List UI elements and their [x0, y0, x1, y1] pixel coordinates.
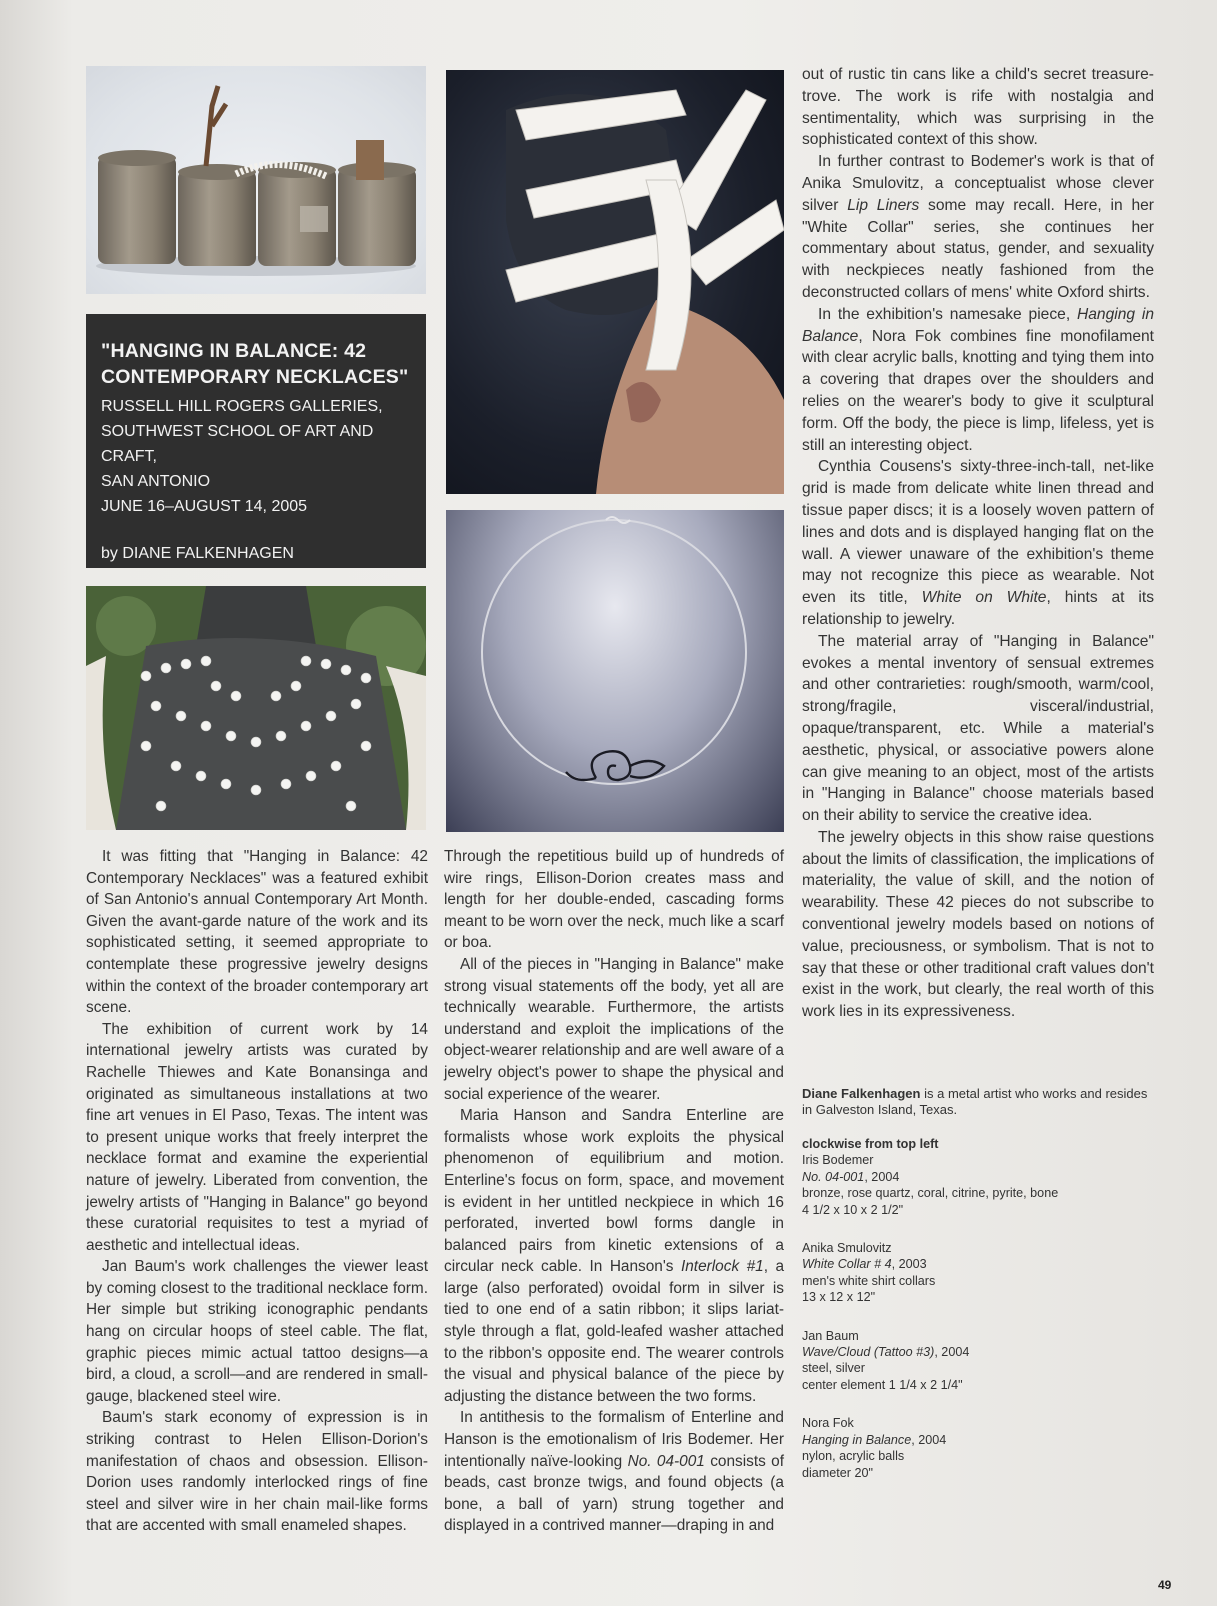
credit-size: diameter 20": [802, 1465, 873, 1480]
pearl-necklace-illustration: [86, 586, 426, 830]
paragraph: The material array of "Hanging in Balance" evokes a mental inventory of sensual extremes and other contrarieties: rough/smooth, warm/cool, strong/fragile, visceral/industrial, opaque/transparent, etc. While a material's aesthetic, physical, or associative powers alone can give meaning to an object, most of the artists in "Hanging in Balance" choose materials based on their ability to service the creative idea.: [802, 632, 1154, 825]
credit-title-line: [802, 1169, 1102, 1185]
credit-title-line: [802, 1344, 1102, 1360]
photo-acrylic-ball-necklace: [86, 586, 426, 830]
artwork-title: No. 04-001: [627, 1452, 705, 1470]
photo-wave-cloud-pendant: [446, 510, 784, 832]
text-run: In antithesis to the formalism of Enterline and Hanson is the emotionalism of Iris Bodemer. Her intentionally naïve-looking: [444, 1409, 784, 1470]
text-run: , Nora Fok combines fine monofilament with clear acrylic balls, knotting and tying them into a covering that drapes over the shoulders and relies on the wearer's body to give it sculptural form. Off the body, the piece is limp, lifeless, yet is still an interesting object.: [802, 327, 1154, 454]
artwork-title: Interlock #1: [680, 1258, 764, 1276]
author-bio: [802, 1086, 1154, 1118]
exhibition-title: "HANGING IN BALANCE: 42 CONTEMPORARY NECKLACES": [101, 340, 409, 388]
credit-size: center element 1 1/4 x 2 1/4": [802, 1377, 963, 1392]
credit-entry: [802, 1328, 1102, 1394]
credit-materials: steel, silver: [802, 1361, 865, 1376]
credit-artist: Nora Fok: [802, 1416, 854, 1431]
credit-materials: men's white shirt collars: [802, 1273, 936, 1288]
paragraph: Jan Baum's work challenges the viewer least by coming closest to the traditional necklace form. Her simple but striking iconographic pendants hang on circular hoops of steel cable. The flat, graphic pieces mimic actual tattoo designs—a bird, a cloud, a scroll—and are rendered in small-gauge, blackened steel wire.: [86, 1258, 428, 1405]
exhibition-dates: JUNE 16–AUGUST 14, 2005: [101, 498, 308, 515]
paragraph: It was fitting that "Hanging in Balance: 42 Contemporary Necklaces" was a featured exhibit of San Antonio's annual Contemporary Art Month. Given the avant-garde nature of the work and its sophisticated setting, it seemed appropriate to contemplate these progressive jewelry designs within the context of the broader contemporary art scene.: [86, 848, 428, 1017]
text-run: Cynthia Cousens's sixty-three-inch-tall, net-like grid is made from delicate white linen thread and tissue paper discs; it is a loosely woven pattern of lines and dots and is displayed hanging flat on the wall. A viewer unaware of the exhibition's theme may not recognize this piece as wearable. Not even its title,: [802, 458, 1154, 607]
article-column-3: [802, 64, 1154, 1023]
artwork-title: White on White: [921, 589, 1047, 607]
exhibition-title-box: [86, 314, 426, 568]
photo-white-collar-neckpiece: [446, 70, 784, 494]
venue-line: SOUTHWEST SCHOOL OF ART AND CRAFT,: [101, 423, 374, 465]
credit-entry: [802, 1152, 1102, 1218]
paragraph: The jewelry objects in this show raise questions about the limits of classification, the implications of materiality, the value of skill, and the notion of wearability. These 42 pieces do not subscribe to conventional jewelry models based on notions of value, preciousness, or symbolism. That is not to say that these or other traditional craft values don't exist in the work, but clearly, the real worth of this work lies in its expressiveness.: [802, 828, 1154, 1021]
credit-artist: Jan Baum: [802, 1328, 859, 1343]
credit-title: Hanging in Balance: [802, 1432, 912, 1447]
credit-title: White Collar # 4: [802, 1257, 892, 1272]
article-column-1: [86, 846, 428, 1537]
photo-credits: [802, 1136, 1102, 1503]
venue-line: SAN ANTONIO: [101, 473, 211, 490]
tin-cans-illustration: [86, 66, 426, 294]
credit-year: , 2004: [911, 1432, 947, 1447]
credit-materials: nylon, acrylic balls: [802, 1449, 905, 1464]
exhibition-venue: [101, 394, 412, 519]
credit-title: No. 04-001: [802, 1169, 865, 1184]
paragraph: out of rustic tin cans like a child's secret treasure-trove. The work is rife with nostalgia and sentimentality, which was surprising in the sophisticated context of this show.: [802, 66, 1154, 149]
credit-year: , 2004: [864, 1169, 900, 1184]
text-run: In further contrast to Bodemer's work is that of Anika Smulovitz, a conceptualist whose clever silver: [802, 153, 1154, 214]
white-collar-illustration: [446, 70, 784, 494]
credit-materials: bronze, rose quartz, coral, citrine, pyrite, bone: [802, 1186, 1059, 1201]
credit-year: , 2003: [891, 1257, 927, 1272]
credit-year: , 2004: [934, 1345, 970, 1360]
text-run: , hints at its relationship to jewelry.: [802, 589, 1154, 628]
credit-title: Wave/Cloud (Tattoo #3): [802, 1345, 935, 1360]
paragraph: Baum's stark economy of expression is in striking contrast to Helen Ellison-Dorion's manifestation of chaos and obsession. Ellison-Dorion uses randomly interlocked rings of fine steel and silver wire in her chain mail-like forms that are accented with small enameled shapes.: [86, 1409, 428, 1535]
article-column-2: [444, 846, 784, 1537]
paragraph: The exhibition of current work by 14 international jewelry artists was curated by Rachelle Thiewes and Kate Bonansinga and originated as simultaneous installations at two fine art venues in El Paso, Texas. The intent was to present unique works that freely interpret the necklace format and examine the experiential nature of jewelry. Liberated from convention, the jewelry artists of "Hanging in Balance" go beyond these curatorial requisites to test a myriad of aesthetic and intellectual ideas.: [86, 1020, 428, 1254]
text-run: , a large (also perforated) ovoidal form in silver is tied to one end of a satin ribbon; it slips lariat-style through a flat, gold-leafed washer attached to the ribbon's opposite end. The wearer controls the visual and physical balance of the piece by adjusting the distance between the two forms.: [444, 1258, 785, 1405]
credit-title-line: [802, 1256, 1102, 1272]
artwork-title: Lip Liners: [847, 196, 920, 214]
text-run: some may recall. Here, in her "White Collar" series, she continues her commentary about status, gender, and sexuality with neckpieces neatly fashioned from the deconstructed collars of mens' white Oxford shirts.: [802, 196, 1154, 301]
credit-entry: [802, 1240, 1102, 1306]
paragraph: [802, 151, 1154, 304]
paragraph: Through the repetitious build up of hundreds of wire rings, Ellison-Dorion creates mass and length for her double-ended, cascading forms meant to be worn over the neck, much like a scarf or boa.: [444, 848, 784, 952]
artwork-title: Hanging in Balance: [802, 305, 1155, 345]
paragraph: [444, 1407, 784, 1537]
credit-size: 4 1/2 x 10 x 2 1/2": [802, 1202, 904, 1217]
paragraph: All of the pieces in "Hanging in Balance" make strong visual statements off the body, yet all are technically wearable. Furthermore, the artists understand and exploit the implications of the object-wearer relationship and are well aware of a jewelry object's power to shape the physical and social experience of the wearer.: [444, 955, 784, 1103]
credit-artist: Anika Smulovitz: [802, 1241, 892, 1256]
text-run: Maria Hanson and Sandra Enterline are formalists whose work exploits the physical phenomenon of equilibrium and motion. Enterline's focus on form, space, and movement is evident in her untitled neckpiece in which 16 perforated, inverted bowl forms dangle in balanced pairs from kinetic extensions of a circular neck cable. In Hanson's: [444, 1107, 784, 1276]
photo-tin-cans-necklace: [86, 66, 426, 294]
bio-text: is a metal artist who works and resides in Galveston Island, Texas.: [802, 1086, 1148, 1117]
credit-title-line: [802, 1432, 1102, 1448]
paragraph: [802, 304, 1154, 457]
paragraph: [444, 1105, 784, 1407]
wire-hoop-illustration: [446, 510, 784, 832]
venue-line: RUSSELL HILL ROGERS GALLERIES,: [101, 398, 383, 415]
credit-entry: [802, 1415, 1102, 1481]
credit-artist: Iris Bodemer: [802, 1153, 874, 1168]
credit-size: 13 x 12 x 12": [802, 1290, 876, 1305]
paragraph: [802, 456, 1154, 630]
author-name: Diane Falkenhagen: [802, 1086, 921, 1101]
credits-heading: clockwise from top left: [802, 1137, 939, 1151]
byline: by DIANE FALKENHAGEN: [101, 545, 294, 562]
page-number: 49: [1158, 1578, 1172, 1592]
text-run: consists of beads, cast bronze twigs, and found objects (a bone, a ball of yarn) strung together and displayed in a contrived manner—draping in and: [444, 1452, 784, 1535]
text-run: In the exhibition's namesake piece,: [818, 305, 1077, 323]
